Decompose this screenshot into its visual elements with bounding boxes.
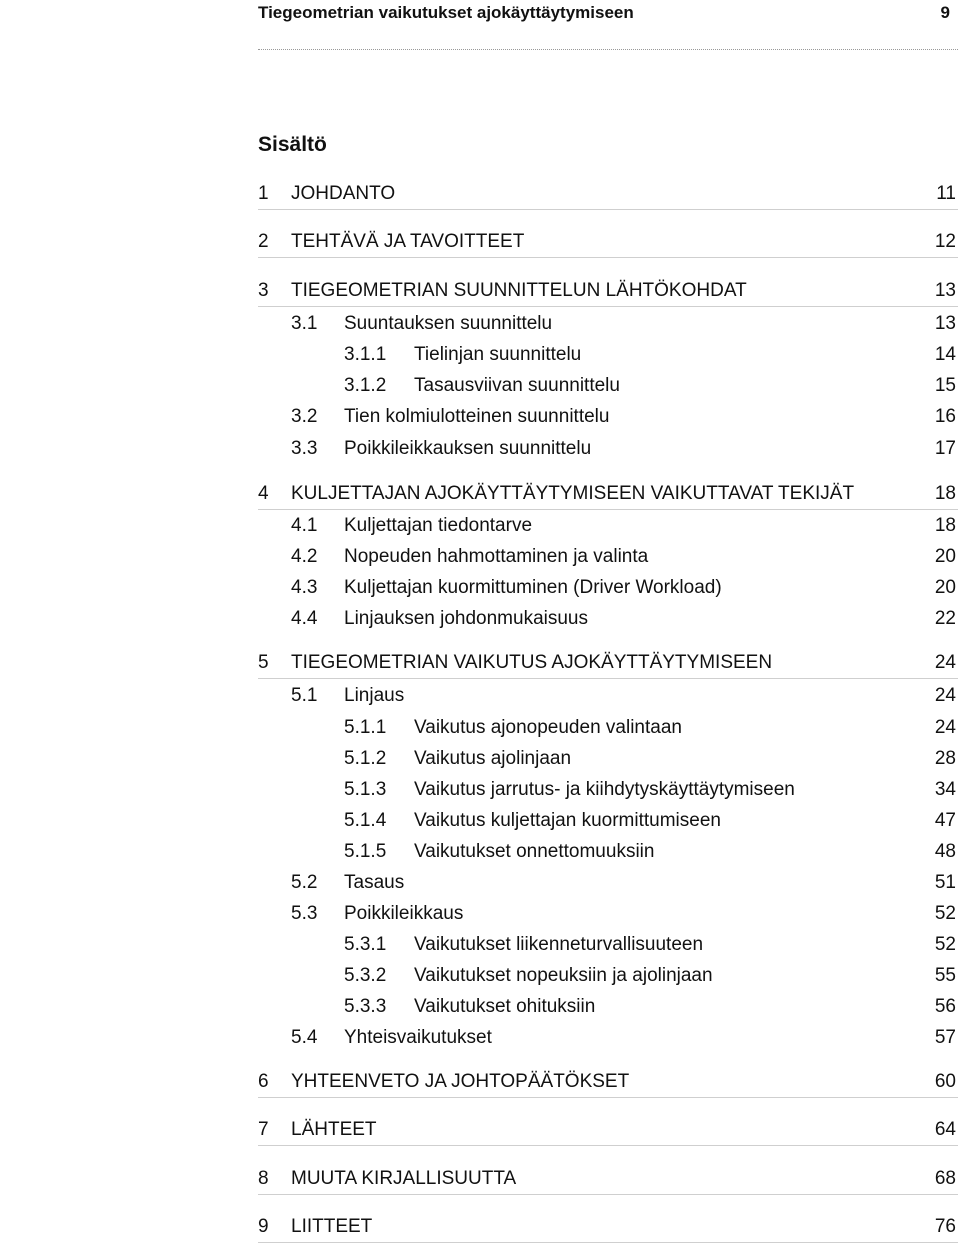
toc-entry-page: 47 [934,810,956,831]
toc-entry[interactable] [258,276,958,307]
toc-entry-page: 11 [936,183,956,204]
toc-entry-page: 22 [934,608,956,629]
toc-entry[interactable] [258,1212,958,1243]
toc-entry[interactable] [258,930,958,960]
toc-entry-label: Suuntauksen suunnittelu [344,313,553,334]
toc-entry-label: Vaikutus ajolinjaan [414,748,572,769]
toc-entry-label: Vaikutukset nopeuksiin ja ajolinjaan [414,965,713,986]
toc-entry-page: 14 [934,344,956,365]
toc-entry-page: 55 [934,965,956,986]
toc-entry-number: 3.1.1 [344,344,387,365]
toc-entry-page: 20 [934,546,956,567]
toc-entry-label: Linjaus [344,685,405,706]
toc-entry-label: TIEGEOMETRIAN VAIKUTUS AJOKÄYTTÄYTYMISEEN [291,652,773,673]
toc-entry[interactable] [258,371,958,401]
toc-entry-number: 6 [258,1071,269,1092]
toc-entry-number: 5.1.5 [344,841,387,862]
toc-entry-page: 17 [934,438,956,459]
toc-entry[interactable] [258,961,958,991]
toc-entry-label: Tielinjan suunnittelu [414,344,582,365]
toc-entry[interactable] [258,340,958,370]
toc-entry-number: 5.3.2 [344,965,387,986]
toc-entry[interactable] [258,402,958,432]
toc-entry-page: 51 [934,872,956,893]
header-title: Tiegeometrian vaikutukset ajokäyttäytymiseen [258,3,634,22]
toc-entry-label: Vaikutukset liikenneturvallisuuteen [414,934,704,955]
toc-entry-number: 4.4 [291,608,318,629]
toc-entry-number: 5.1.4 [344,810,387,831]
toc-entry-number: 5.3 [291,903,318,924]
toc-entry-label: Kuljettajan kuormittuminen (Driver Workload) [344,577,722,598]
toc-entry[interactable] [258,479,958,510]
toc-entry-label: Tien kolmiulotteinen suunnittelu [344,406,610,427]
toc-entry[interactable] [258,309,958,339]
toc-entry-label: Vaikutukset onnettomuuksiin [414,841,655,862]
toc-entry[interactable] [258,227,958,258]
toc-entry-number: 8 [258,1168,269,1189]
toc-entry-label: MUUTA KIRJALLISUUTTA [291,1168,517,1189]
toc-entry-page: 52 [934,934,956,955]
toc-entry-label: Linjauksen johdonmukaisuus [344,608,588,629]
toc-entry[interactable] [258,837,958,867]
toc-entry-page: 24 [934,717,956,738]
toc-entry-label: TIEGEOMETRIAN SUUNNITTELUN LÄHTÖKOHDAT [291,280,747,301]
toc-entry-number: 5.3.3 [344,996,387,1017]
toc-entry-number: 3.1.2 [344,375,387,396]
toc-entry-number: 3.2 [291,406,318,427]
toc-entry[interactable] [258,744,958,774]
toc-entry-number: 5.1 [291,685,318,706]
toc-entry[interactable] [258,713,958,743]
toc-entry-page: 16 [934,406,956,427]
toc-entry-page: 13 [934,313,956,334]
toc-entry-label: Tasausviivan suunnittelu [414,375,620,396]
toc-entry[interactable] [258,899,958,929]
toc-entry-number: 5.2 [291,872,318,893]
toc-entry-label: LÄHTEET [291,1119,377,1140]
toc-entry-number: 3.3 [291,438,318,459]
toc-entry-page: 13 [934,280,956,301]
toc-entry-number: 3 [258,280,269,301]
toc-entry[interactable] [258,573,958,603]
toc-entry[interactable] [258,868,958,898]
toc-entry[interactable] [258,806,958,836]
toc-entry-page: 68 [934,1168,956,1189]
toc-entry-page: 24 [934,652,956,673]
toc-entry-page: 57 [934,1027,956,1048]
toc-entry-page: 24 [934,685,956,706]
toc-entry[interactable] [258,604,958,634]
toc-entry-number: 2 [258,231,269,252]
toc-entry[interactable] [258,992,958,1022]
toc-entry-label: Nopeuden hahmottaminen ja valinta [344,546,649,567]
toc-entry-label: Tasaus [344,872,405,893]
toc-entry-number: 5 [258,652,269,673]
toc-entry-number: 5.1.2 [344,748,387,769]
toc-entry-label: JOHDANTO [291,183,396,204]
toc-entry-page: 34 [934,779,956,800]
toc-entry-page: 18 [934,515,956,536]
toc-entry-page: 60 [934,1071,956,1092]
toc-entry[interactable] [258,511,958,541]
toc-entry-label: Poikkileikkauksen suunnittelu [344,438,592,459]
toc-entry-page: 48 [934,841,956,862]
toc-entry-number: 5.1.1 [344,717,387,738]
toc-entry[interactable] [258,681,958,711]
toc-entry[interactable] [258,1023,958,1053]
toc-entry-page: 15 [934,375,956,396]
toc-entry[interactable] [258,542,958,572]
toc-entry-page: 28 [934,748,956,769]
toc-entry-label: Poikkileikkaus [344,903,464,924]
toc-entry[interactable] [258,1115,958,1146]
toc-entry[interactable] [258,1164,958,1195]
toc-entry-number: 4.1 [291,515,318,536]
toc-heading: Sisältö [258,133,327,156]
toc-entry-label: LIITTEET [291,1216,373,1237]
toc-entry-page: 64 [934,1119,956,1140]
toc-entry[interactable] [258,648,958,679]
toc-entry-label: YHTEENVETO JA JOHTOPÄÄTÖKSET [291,1071,630,1092]
toc-entry-label: Kuljettajan tiedontarve [344,515,533,536]
toc-entry-page: 52 [934,903,956,924]
toc-entry-label: Yhteisvaikutukset [344,1027,492,1048]
toc-entry-label: Vaikutus jarrutus- ja kiihdytyskäyttäytymiseen [414,779,795,800]
toc-entry-number: 9 [258,1216,269,1237]
toc-entry-number: 1 [258,183,269,204]
toc-entry[interactable] [258,179,958,210]
toc-entry-page: 18 [934,483,956,504]
toc-entry-number: 5.4 [291,1027,318,1048]
toc-entry-number: 5.3.1 [344,934,387,955]
header-page-number: 9 [940,3,950,22]
toc-entry-label: Vaikutus kuljettajan kuormittumiseen [414,810,721,831]
toc-entry-page: 12 [934,231,956,252]
toc-entry-page: 76 [934,1216,956,1237]
toc-entry-number: 5.1.3 [344,779,387,800]
toc-entry-number: 3.1 [291,313,318,334]
toc-entry[interactable] [258,775,958,805]
toc-entry-label: Vaikutus ajonopeuden valintaan [414,717,682,738]
toc-entry[interactable] [258,1067,958,1098]
toc-entry-number: 4.3 [291,577,318,598]
toc-entry-page: 20 [934,577,956,598]
toc-entry-label: KULJETTAJAN AJOKÄYTTÄYTYMISEEN VAIKUTTAVAT TEKIJÄT [291,483,855,504]
toc-entry-label: Vaikutukset ohituksiin [414,996,596,1017]
toc-entry[interactable] [258,434,958,464]
toc-entry-number: 4 [258,483,269,504]
toc-entry-number: 7 [258,1119,269,1140]
toc-entry-page: 56 [934,996,956,1017]
toc-entry-number: 4.2 [291,546,318,567]
toc-entry-label: TEHTÄVÄ JA TAVOITTEET [291,231,525,252]
